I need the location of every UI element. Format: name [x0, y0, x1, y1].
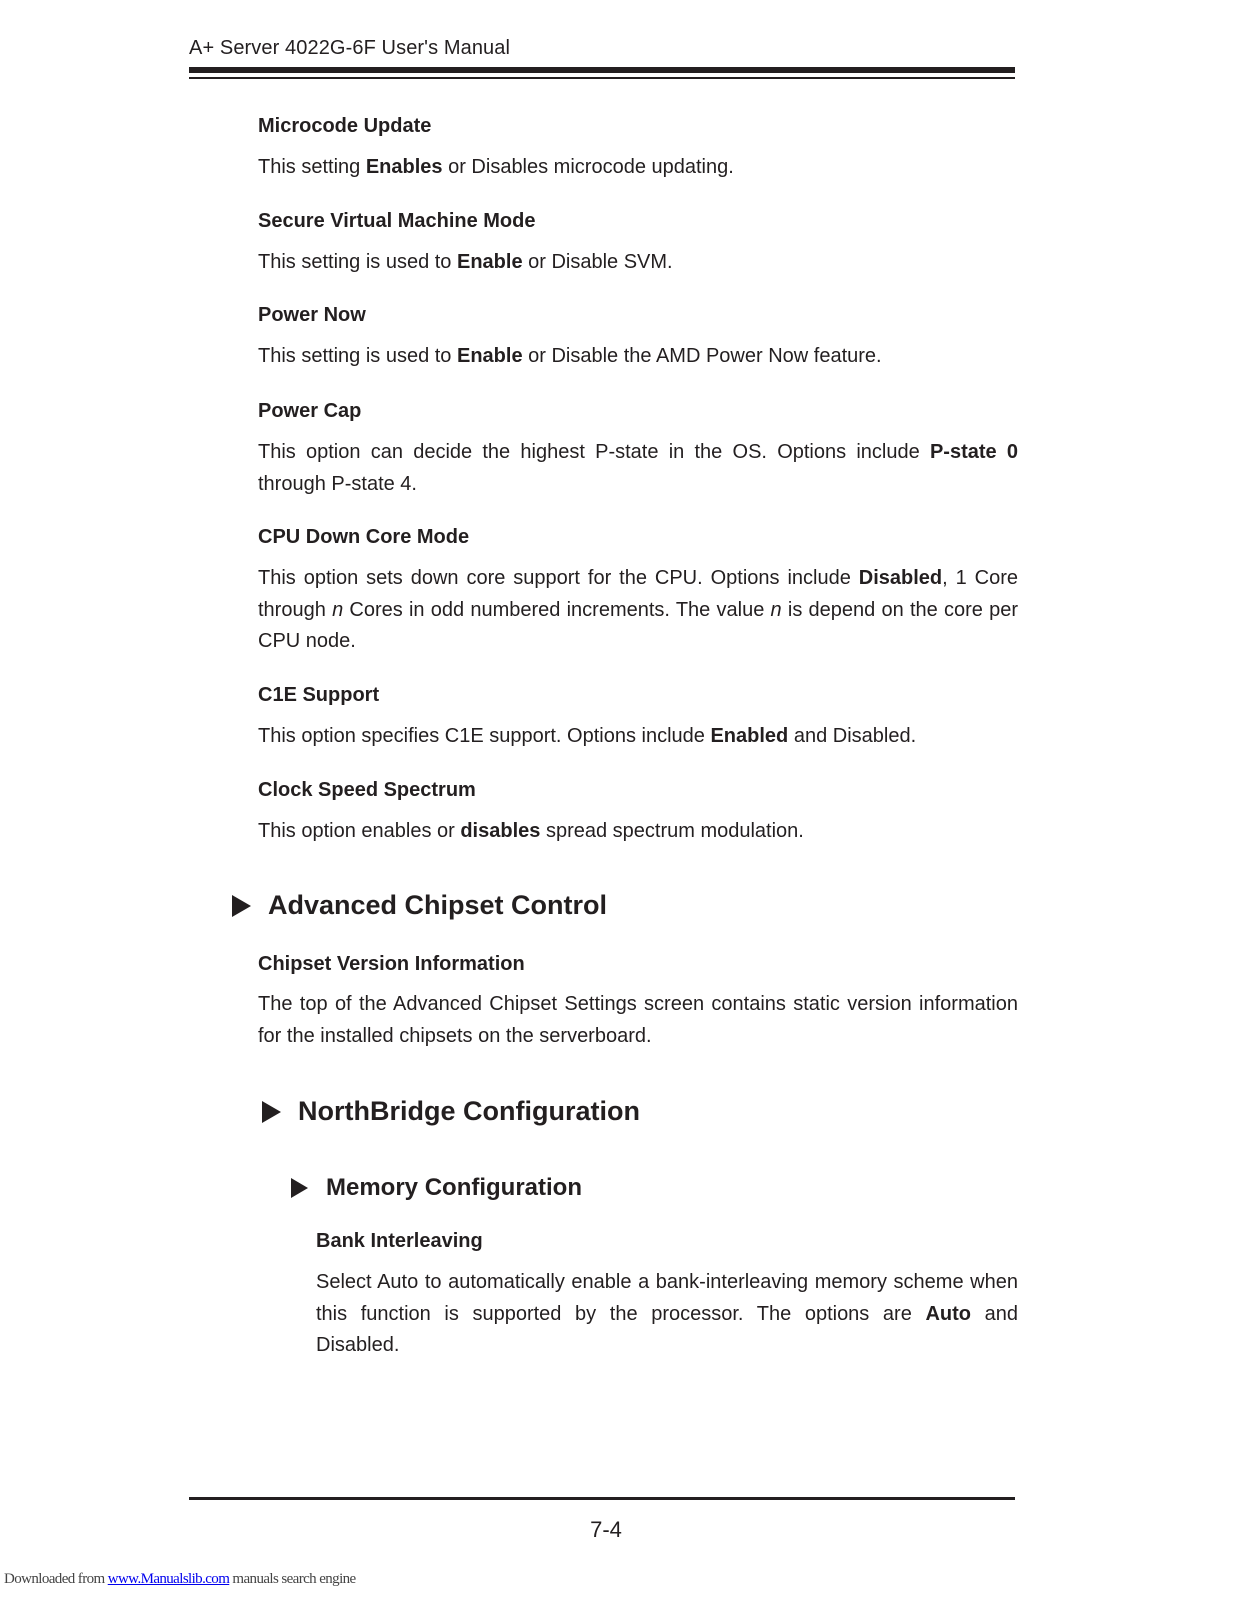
item-title-cpu-down-core-mode: CPU Down Core Mode: [258, 526, 470, 548]
text-run: This option enables or: [258, 820, 461, 842]
section-title: NorthBridge Configuration: [298, 1096, 640, 1126]
emphasis-bold: Enable: [456, 251, 523, 273]
item-text-microcode-update: [258, 152, 1018, 184]
header-rule-thick: [189, 67, 1015, 73]
text-run: This option sets down core support for the CPU. Options include: [258, 567, 859, 589]
emphasis-bold: Disabled: [858, 567, 943, 589]
text-run: , 1 Core through: [258, 567, 1018, 621]
emphasis-bold: Auto: [925, 1302, 971, 1325]
text-run: is depend on the core per CPU node.: [258, 598, 1019, 652]
footer-rule: [189, 1497, 1015, 1500]
header-rule-thin: [189, 77, 1015, 79]
text-run: through P-state 4.: [258, 472, 417, 495]
text-run: or Disable the AMD Power Now feature.: [522, 345, 882, 367]
text-run: or Disable SVM.: [522, 251, 673, 273]
text-run: spread spectrum modulation.: [540, 820, 804, 842]
item-text-power-now: [258, 341, 1018, 373]
text-run: Select Auto to automatically enable a bank-interleaving memory scheme when this function is supported by the processor. The options are: [316, 1271, 1018, 1325]
page-number: 7-4: [590, 1517, 622, 1542]
item-text-power-cap: [258, 437, 1018, 500]
text-run: Cores in odd numbered increments. The value: [343, 598, 771, 621]
item-title-power-now: Power Now: [258, 304, 366, 326]
item-title-clock-speed-spectrum: Clock Speed Spectrum: [258, 779, 476, 801]
item-title-power-cap: Power Cap: [258, 400, 362, 422]
triangle-right-icon: [232, 895, 251, 917]
item-text-cpu-down-core-mode: [258, 563, 1018, 658]
item-title-microcode-update: Microcode Update: [258, 115, 432, 137]
text-run: or Disables microcode updating.: [442, 156, 734, 178]
triangle-right-icon: [262, 1101, 281, 1123]
section-title: Memory Configuration: [326, 1174, 582, 1201]
section-memory-configuration: [291, 1174, 582, 1202]
footer-prefix: Downloaded from: [4, 1571, 108, 1587]
manualslib-link[interactable]: www.Manualslib.com: [107, 1571, 230, 1587]
footer-suffix: manuals search engine: [229, 1571, 356, 1587]
item-text-clock-speed-spectrum: [258, 816, 1018, 848]
text-run: This option can decide the highest P-state in the OS. Options include: [258, 441, 930, 463]
item-title-c1e-support: C1E Support: [258, 684, 380, 706]
emphasis-bold: Enable: [456, 345, 523, 367]
text-run: This setting is used to: [258, 251, 457, 273]
section-advanced-chipset-control: [232, 890, 607, 921]
emphasis-bold: Enables: [365, 156, 443, 178]
text-run: This option specifies C1E support. Options include: [258, 725, 711, 747]
emphasis-italic: n: [770, 598, 782, 621]
item-text-chipset-version-information: [258, 989, 1018, 1052]
item-text-bank-interleaving: [316, 1267, 1018, 1362]
text-run: The top of the Advanced Chipset Settings screen contains static version information for the installed chipsets on the serverboard.: [258, 993, 1018, 1047]
item-title-secure-virtual-machine-mode: Secure Virtual Machine Mode: [258, 210, 536, 232]
running-head: A+ Server 4022G-6F User's Manual: [189, 37, 511, 59]
section-title: Advanced Chipset Control: [268, 890, 608, 920]
triangle-right-icon: [291, 1178, 308, 1198]
text-run: This setting: [258, 156, 366, 178]
item-title-bank-interleaving: Bank Interleaving: [316, 1230, 483, 1252]
download-footer: [4, 1571, 356, 1588]
item-text-c1e-support: [258, 721, 1018, 753]
text-run: and Disabled.: [316, 1302, 1018, 1356]
emphasis-italic: n: [332, 598, 344, 621]
emphasis-bold: Enabled: [710, 725, 789, 747]
section-northbridge-configuration: [262, 1096, 640, 1127]
item-title-chipset-version-information: Chipset Version Information: [258, 953, 525, 975]
emphasis-bold: P-state 0: [929, 441, 1018, 463]
item-text-secure-virtual-machine-mode: [258, 247, 1018, 279]
text-run: and Disabled.: [788, 725, 917, 747]
emphasis-bold: disables: [460, 820, 541, 842]
text-run: This setting is used to: [258, 345, 457, 367]
